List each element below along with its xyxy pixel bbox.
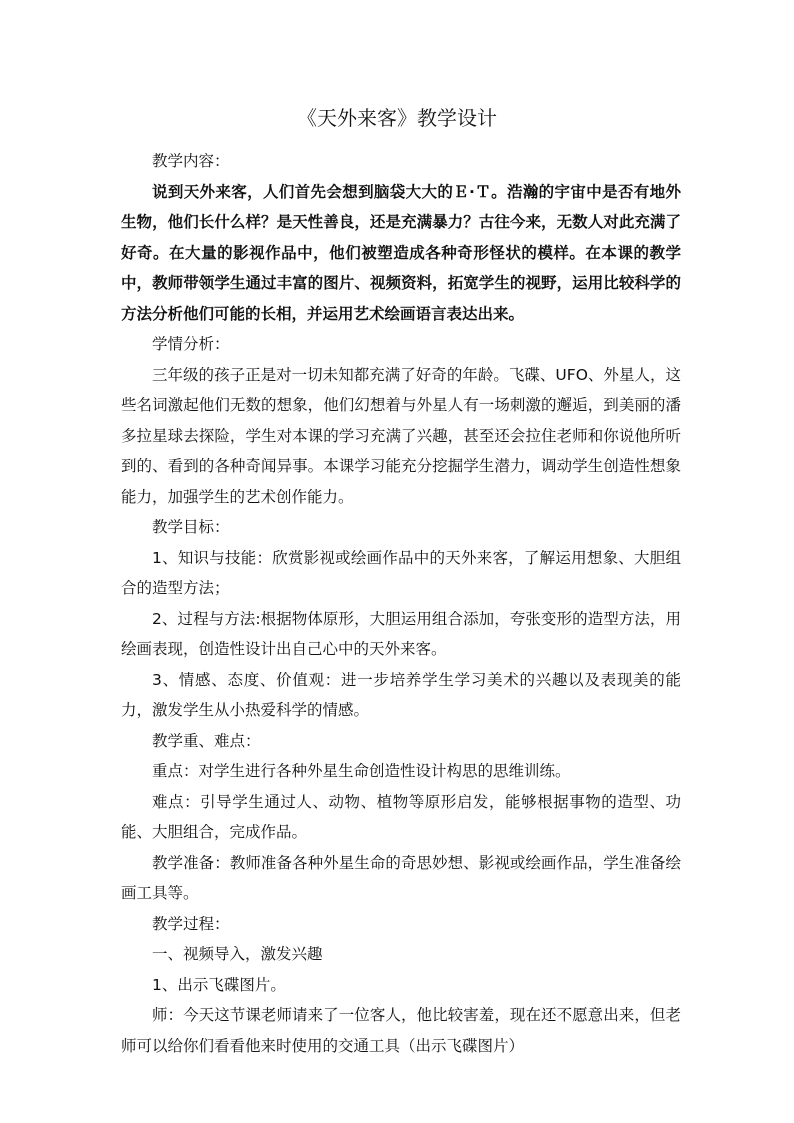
paragraph-teacher-dialogue: 师：今天这节课老师请来了一位客人，他比较害羞，现在还不愿意出来，但老师可以给你们看看他来时使用的交通工具（出示飞碟图片） [121, 1006, 681, 1055]
document-body [121, 146, 681, 1061]
objective-item-process: 2、过程与方法:根据物体原形，大胆运用组合添加，夸张变形的造型方法，用绘画表现，创造性设计出自己心中的天外来客。 [121, 609, 681, 658]
section-heading-process: 教学过程： [152, 914, 230, 933]
section-heading-objectives: 教学目标： [152, 518, 230, 536]
paragraph-preparation: 教学准备：教师准备各种外星生命的奇思妙想、影视或绘画作品，学生准备绘画工具等。 [121, 853, 681, 902]
objective-item-emotion: 3、情感、态度、价值观：进一步培养学生学习美术的兴趣以及表现美的能力，激发学生从小热爱科学的情感。 [121, 670, 681, 719]
paragraph-content-description: 说到天外来客，人们首先会想到脑袋大大的Ｅ·Ｔ。浩瀚的宇宙中是否有地外生物，他们长什么样？是天性善良，还是充满暴力？古往今来，无数人对此充满了好奇。在大量的影视作品中，他们被塑造成各种奇形怪状的模样。在本课的教学中，教师带领学生通过丰富的图片、视频资料，拓宽学生的视野，运用比较科学的方法分析他们可能的长相，并运用艺术绘画语言表达出来。 [121, 182, 681, 323]
section-heading-content: 教学内容： [152, 152, 230, 170]
objective-item-knowledge: 1、知识与技能：欣赏影视或绘画作品中的天外来客，了解运用想象、大胆组合的造型方法； [121, 548, 681, 597]
paragraph-student-analysis: 三年级的孩子正是对一切未知都充满了好奇的年龄。飞碟、UFO、外星人，这些名词激起他们无数的想象，他们幻想着与外星人有一场刺激的邂逅，到美丽的潘多拉星球去探险，学生对本课的学习充满了兴趣，甚至还会拉住老师和你说他所听到的、看到的各种奇闻异事。本课学习能充分挖掘学生潜力，调动学生创造性想象能力，加强学生的艺术创作能力。 [121, 365, 681, 506]
section-heading-student-analysis: 学情分析： [152, 335, 230, 353]
document-title: 《天外来客》教学设计 [297, 106, 497, 130]
process-step-heading: 一、视频导入，激发兴趣 [152, 945, 323, 963]
paragraph-difficulty: 难点：引导学生通过人、动物、植物等原形启发，能够根据事物的造型、功能、大胆组合，完成作品。 [121, 792, 681, 841]
section-heading-key-points: 教学重、难点： [152, 731, 261, 750]
process-step-item: 1、出示飞碟图片。 [152, 975, 286, 994]
paragraph-key-point: 重点：对学生进行各种外星生命创造性设计构思的思维训练。 [152, 762, 571, 780]
